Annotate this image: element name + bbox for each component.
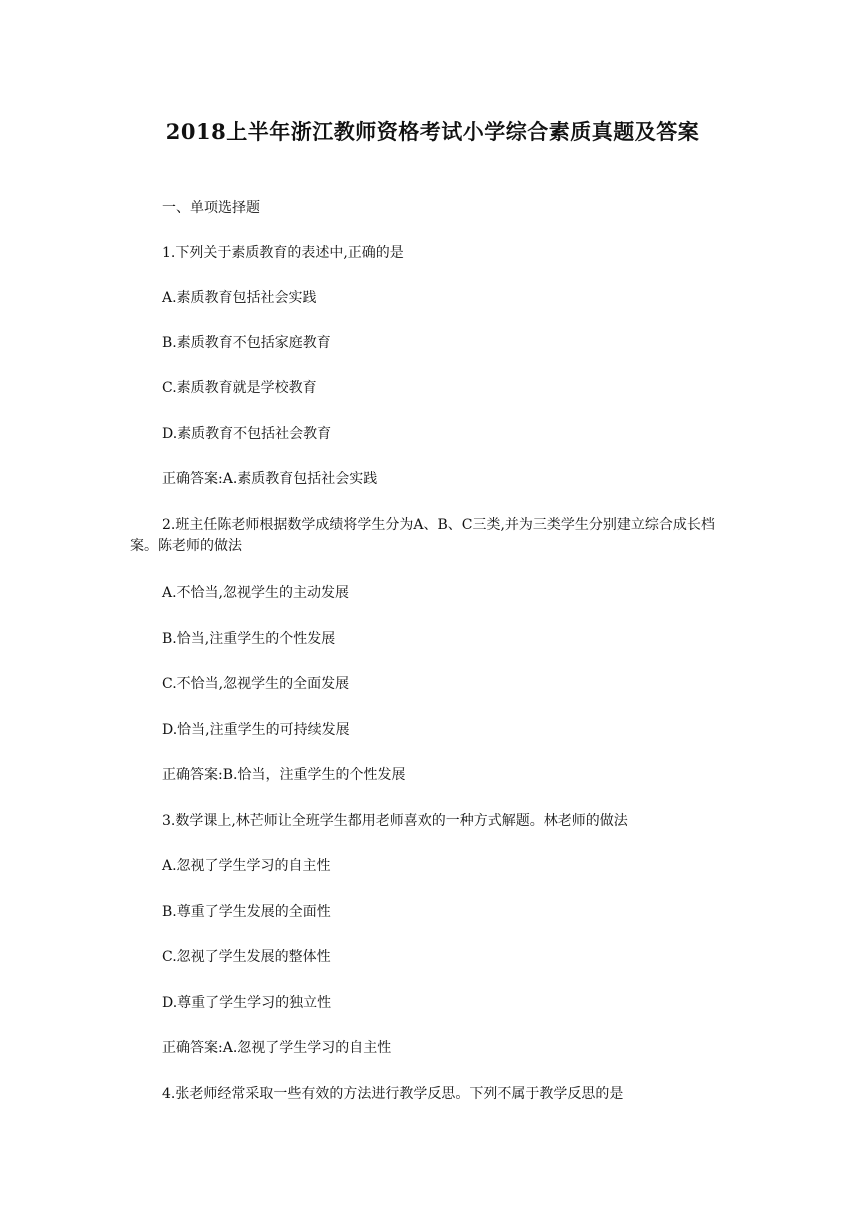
question-3-option-a: A.忽视了学生学习的自主性 xyxy=(162,858,331,874)
question-3-answer: 正确答案:A.忽视了学生学习的自主性 xyxy=(162,1040,392,1056)
question-1-stem: 1.下列关于素质教育的表述中,正确的是 xyxy=(162,245,404,261)
question-1-option-b: B.素质教育不包括家庭教育 xyxy=(162,335,331,351)
question-3-option-b: B.尊重了学生发展的全面性 xyxy=(162,904,331,920)
question-2-option-b: B.恰当,注重学生的个性发展 xyxy=(162,631,336,647)
document-title: 2018上半年浙江教师资格考试小学综合素质真题及答案 xyxy=(165,119,700,144)
question-2-answer: 正确答案:B.恰当，注重学生的个性发展 xyxy=(162,767,406,783)
question-3-option-c: C.忽视了学生发展的整体性 xyxy=(162,949,331,965)
question-2-option-c: C.不恰当,忽视学生的全面发展 xyxy=(162,676,350,692)
question-3-stem: 3.数学课上,林芒师让全班学生都用老师喜欢的一种方式解题。林老师的做法 xyxy=(162,813,628,829)
section-heading: 一、单项选择题 xyxy=(162,200,260,216)
question-1-option-a: A.素质教育包括社会实践 xyxy=(162,290,317,306)
question-4-stem: 4.张老师经常采取一些有效的方法进行教学反思。下列不属于教学反思的是 xyxy=(162,1086,624,1102)
question-2-option-a: A.不恰当,忽视学生的主动发展 xyxy=(162,585,350,601)
question-1-answer: 正确答案:A.素质教育包括社会实践 xyxy=(162,471,378,487)
question-2-option-d: D.恰当,注重学生的可持续发展 xyxy=(162,722,350,738)
question-3-option-d: D.尊重了学生学习的独立性 xyxy=(162,995,332,1011)
question-1-option-d: D.素质教育不包括社会教育 xyxy=(162,426,332,442)
question-1-option-c: C.素质教育就是学校教育 xyxy=(162,380,317,396)
question-2-stem: 2.班主任陈老师根据数学成绩将学生分为A、B、C三类,并为三类学生分别建立综合成长档案。陈老师的做法 xyxy=(130,517,715,554)
